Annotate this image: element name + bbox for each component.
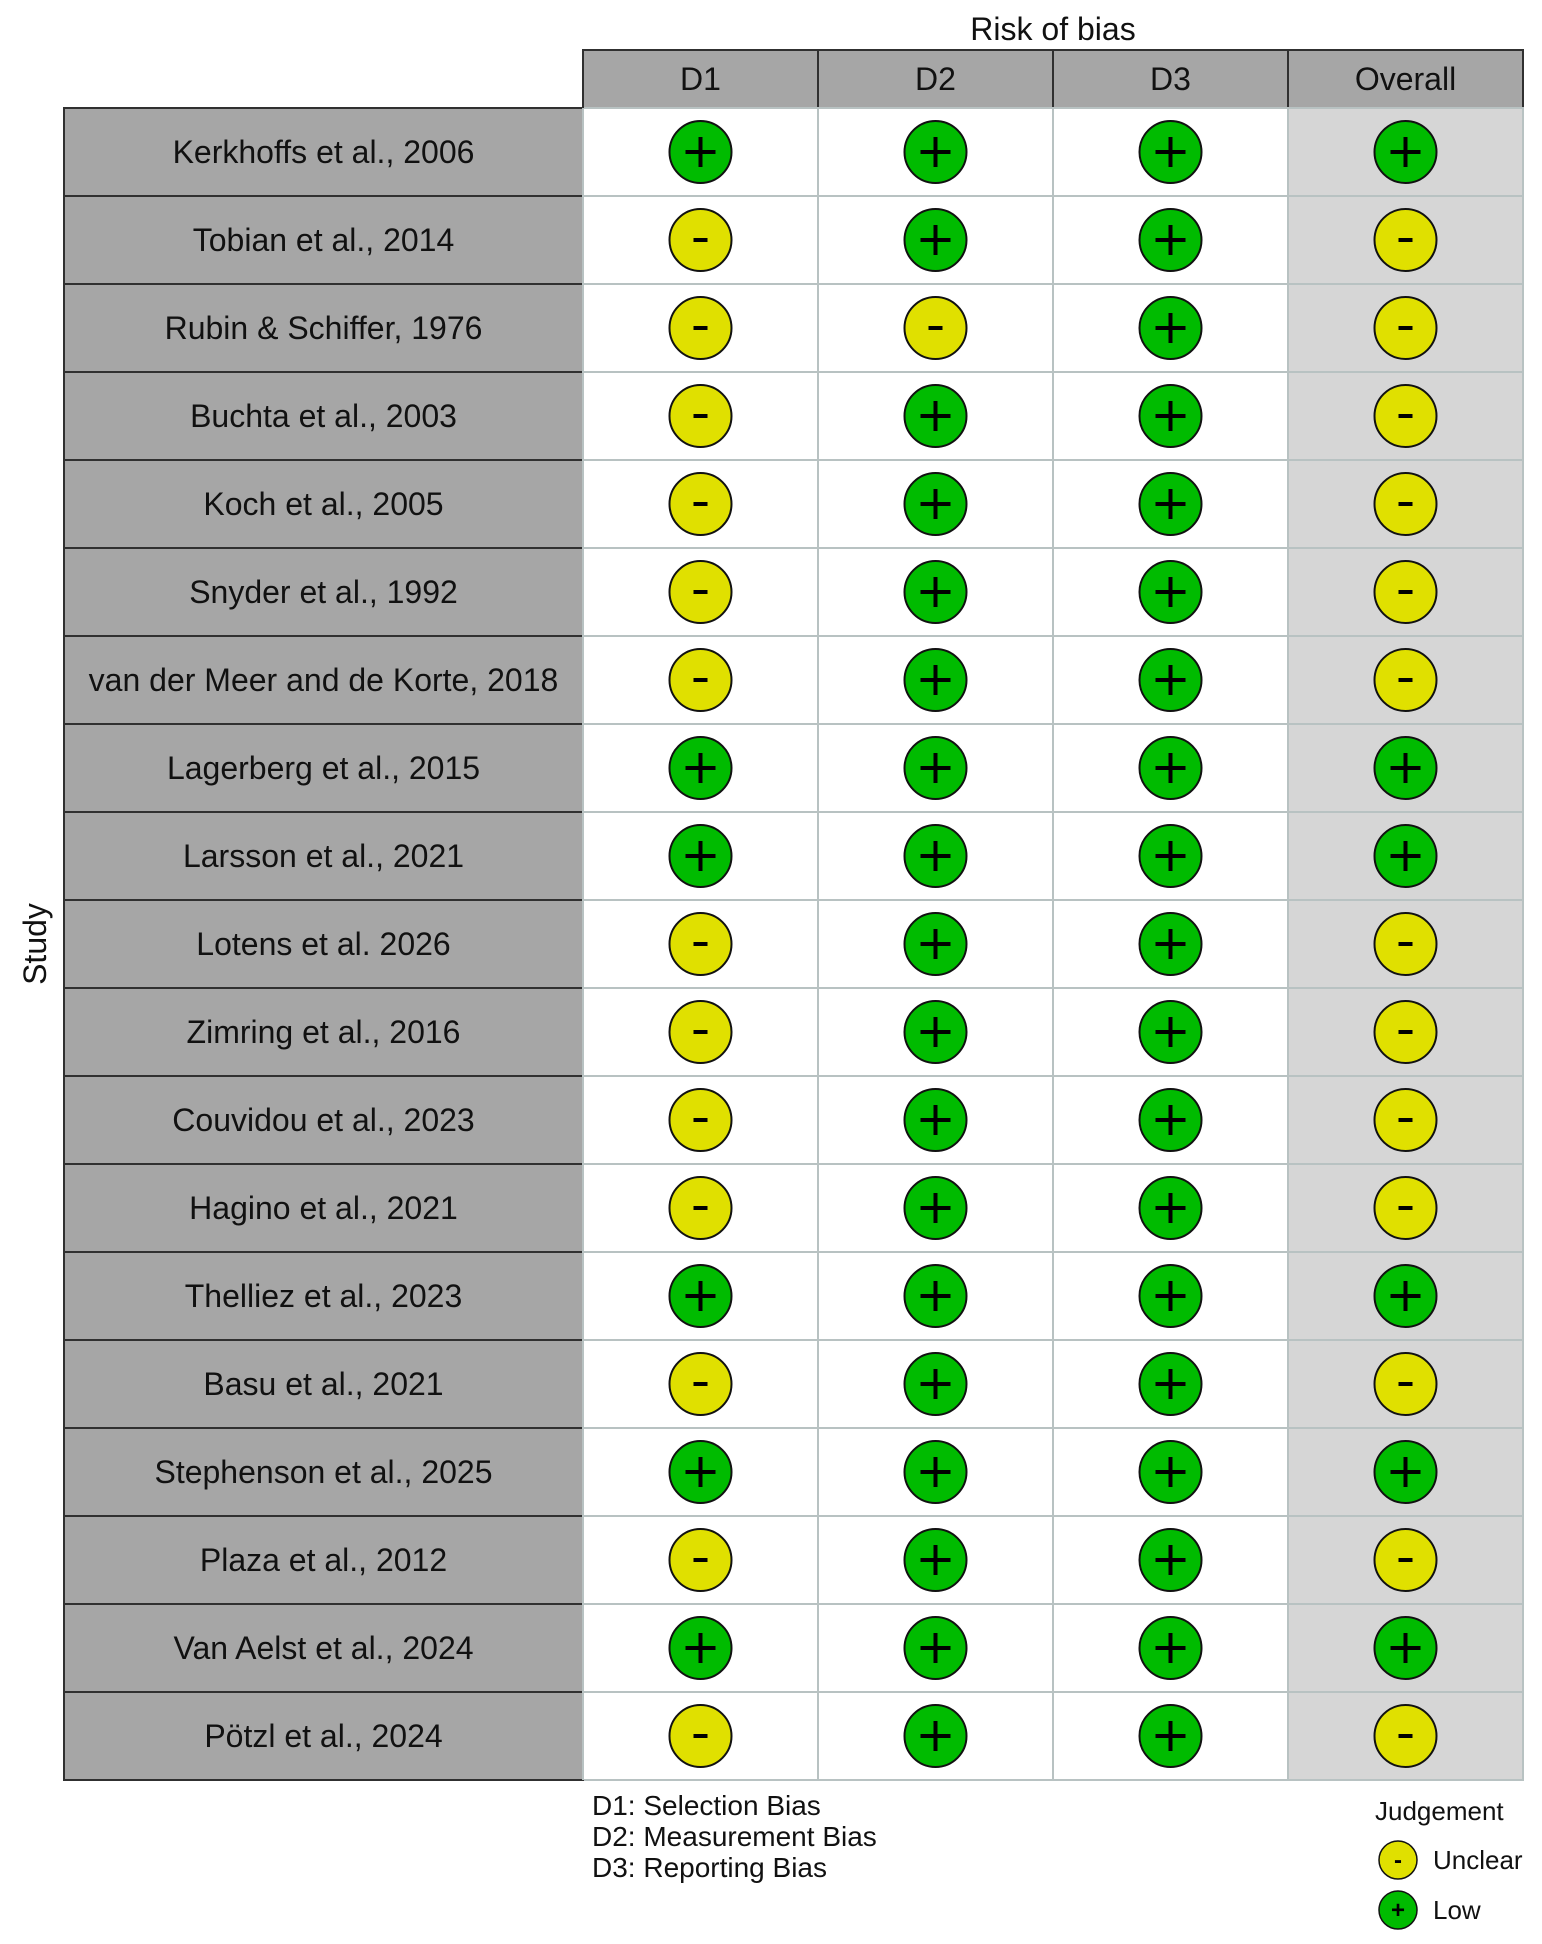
study-label: Buchta et al., 2003 [190, 398, 457, 434]
domain-note: D3: Reporting Bias [592, 1852, 828, 1883]
column-header-overall: Overall [1354, 61, 1457, 97]
legend-low-label: Low [1433, 1895, 1481, 1925]
study-label: Van Aelst et al., 2024 [173, 1630, 474, 1666]
study-label: Koch et al., 2005 [203, 486, 444, 522]
chart-title: Risk of bias [970, 11, 1136, 47]
study-label: Snyder et al., 1992 [189, 574, 458, 610]
study-label: Zimring et al., 2016 [186, 1014, 461, 1050]
legend-unclear-symbol: - [1394, 1847, 1402, 1874]
legend-low-symbol: + [1390, 1897, 1406, 1924]
study-label: Larsson et al., 2021 [182, 838, 465, 874]
y-axis-label: Study [17, 903, 53, 985]
legend-unclear-label: Unclear [1433, 1845, 1523, 1875]
study-label: Stephenson et al., 2025 [154, 1454, 493, 1490]
legend-title: Judgement [1375, 1796, 1504, 1826]
column-header-d3: D3 [1150, 61, 1191, 97]
study-label: Rubin & Schiffer, 1976 [164, 310, 483, 346]
study-label: van der Meer and de Korte, 2018 [88, 662, 559, 698]
study-label: Thelliez et al., 2023 [184, 1278, 463, 1314]
study-label: Tobian et al., 2014 [192, 222, 455, 258]
study-label: Lotens et al. 2026 [196, 926, 451, 962]
study-label: Pötzl et al., 2024 [204, 1718, 443, 1754]
domain-note: D1: Selection Bias [592, 1790, 821, 1821]
study-label: Basu et al., 2021 [203, 1366, 444, 1402]
study-label: Kerkhoffs et al., 2006 [172, 134, 475, 170]
study-label: Lagerberg et al., 2015 [166, 750, 481, 786]
domain-note: D2: Measurement Bias [592, 1821, 877, 1852]
column-header-d1: D1 [680, 61, 721, 97]
study-label: Plaza et al., 2012 [199, 1542, 448, 1578]
study-label: Couvidou et al., 2023 [172, 1102, 475, 1138]
column-header-d2: D2 [915, 61, 956, 97]
study-label: Hagino et al., 2021 [189, 1190, 458, 1226]
